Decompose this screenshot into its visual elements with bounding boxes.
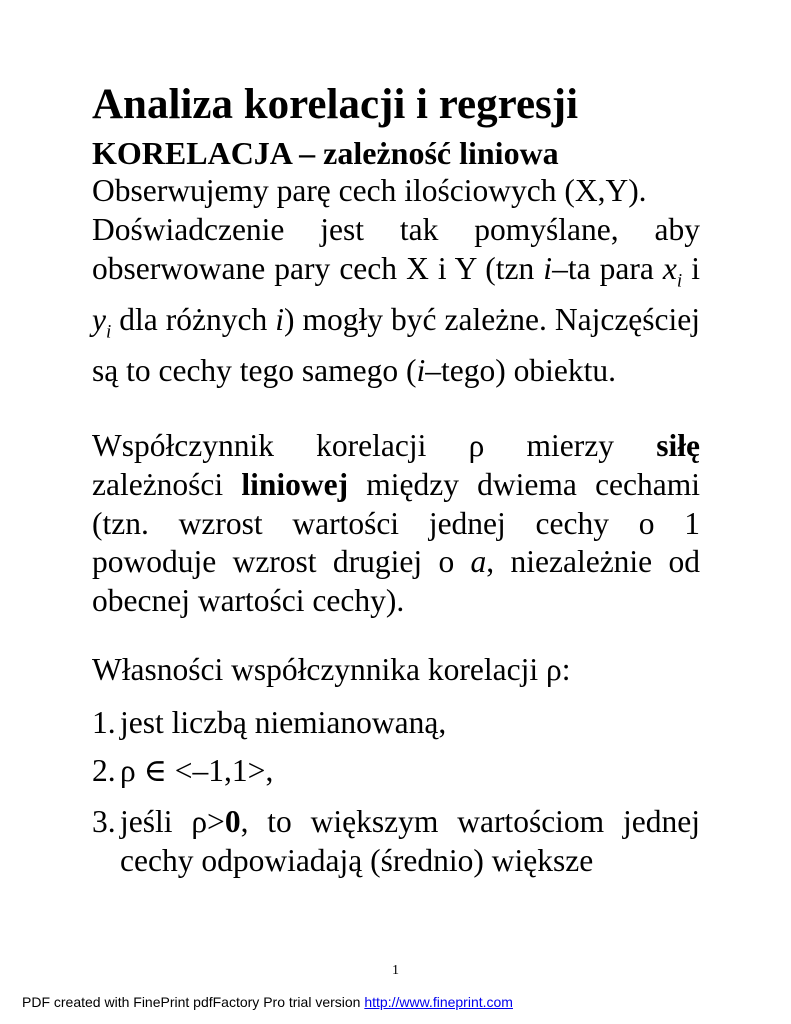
text-run: Doświadczenie jest tak pomyślane, aby obserwowane pary cech X i Y (tzn (92, 211, 700, 286)
text-run: –tego) obiektu. (425, 352, 616, 388)
list-item-text (120, 803, 700, 881)
text-run-italic: a (470, 544, 487, 580)
footer-text: PDF created with FinePrint pdfFactory Pro trial version (22, 994, 365, 1010)
properties-heading: Własności współczynnika korelacji ρ: (92, 652, 571, 687)
text-run: –ta para (552, 250, 663, 286)
footer-link[interactable]: http://www.fineprint.com (364, 994, 513, 1010)
text-run: między dwiema cechami (tzn. wzrost wartości jednej cechy o 1 powoduje wzrost drugiej o (92, 466, 701, 580)
list-item (92, 752, 700, 791)
list-item-number: 1. (92, 705, 116, 740)
paragraph-1 (92, 172, 700, 391)
text-run: , niezależnie od obecnej wartości cechy). (92, 544, 700, 619)
text-run-bold: siłę (656, 428, 700, 463)
subscript-i: i (676, 269, 683, 291)
text-run-bold: liniowej (241, 466, 349, 502)
text-run: dla różnych (111, 301, 276, 337)
list-item-number: 2. (92, 753, 116, 788)
paragraph-1-body (92, 211, 700, 391)
text-run: zależności (92, 466, 242, 502)
pdf-footer (22, 993, 513, 1011)
text-run-italic: i (416, 352, 426, 388)
text-run-italic: i (275, 301, 285, 337)
text-run: i (682, 250, 700, 286)
variable-y: y (92, 301, 106, 337)
list-item (92, 803, 700, 881)
list-item-text: jest liczbą niemianowaną, (120, 705, 447, 740)
text-run: , to większym wartościom jednej cechy odpowiadają (średnio) większe (120, 804, 700, 878)
text-run-bold: 0 (224, 804, 241, 839)
list-item-text: ρ ∈ <–1,1>, (120, 753, 274, 788)
paragraph-1-line-1: Obserwujemy parę cech ilościowych (X,Y). (92, 173, 647, 208)
variable-x: x (662, 250, 677, 286)
list-item-number: 3. (92, 804, 116, 839)
list-item (92, 704, 700, 743)
text-run: jeśli ρ> (120, 804, 225, 839)
paragraph-2 (92, 427, 700, 621)
text-run: Współczynnik korelacji ρ mierzy (92, 428, 657, 463)
page-title: Analiza korelacji i regresji (92, 81, 579, 128)
page-number: 1 (392, 963, 399, 978)
text-run-italic: i (543, 250, 553, 286)
text-run: ) mogły być zależne. Najczęściej są to cechy tego samego ( (92, 301, 701, 388)
section-title: KORELACJA – zależność liniowa (92, 135, 559, 171)
subscript-i: i (105, 320, 112, 342)
